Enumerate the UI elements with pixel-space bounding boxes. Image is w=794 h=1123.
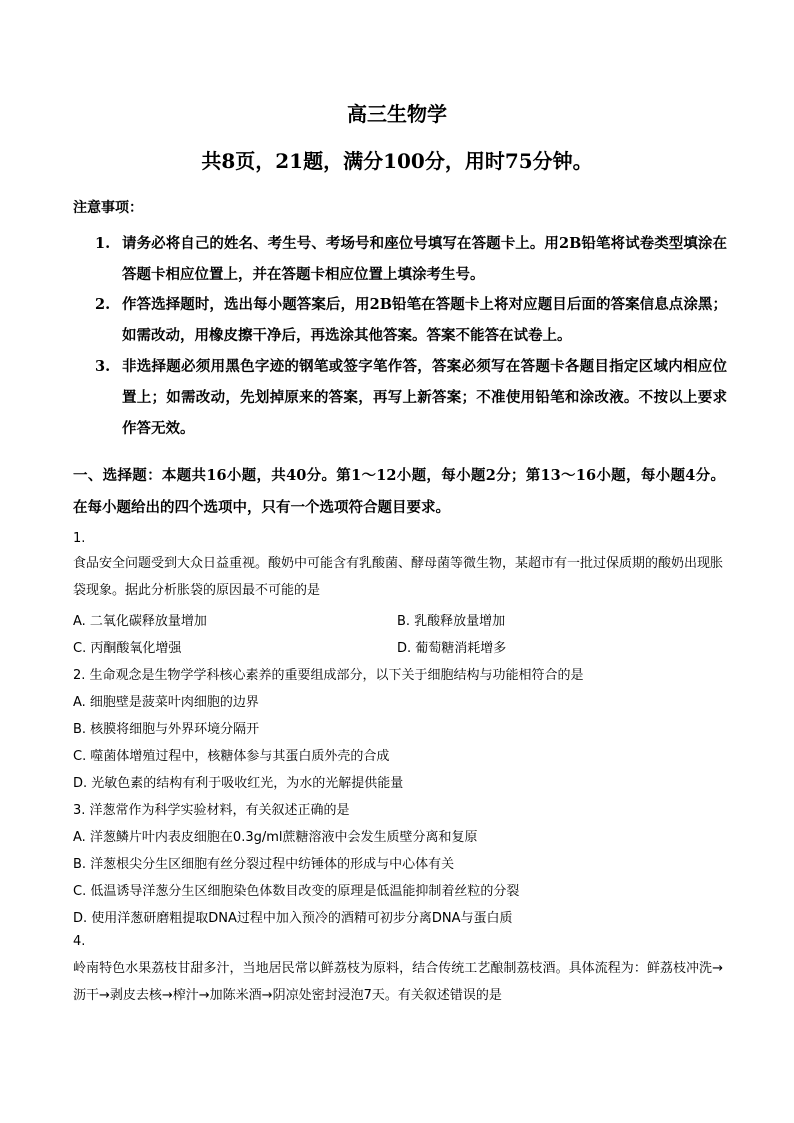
question-1-number: 1. [73, 531, 86, 546]
question-1-option-b: B. 乳酸释放量增加 [397, 614, 506, 629]
question-4-stem: 岭南特色水果荔枝甘甜多汁，当地居民常以鲜荔枝为原料，结合传统工艺酿制荔枝酒。具体流程为：鲜荔枝冲洗→沥干→剥皮去核→榨汁→加陈米酒→阴凉处密封浸泡7天。有关叙述错误的是 [73, 961, 723, 1003]
question-2-option-c: C. 噬菌体增殖过程中，核糖体参与其蛋白质外壳的合成 [73, 749, 390, 764]
question-1-option-c: C. 丙酮酸氧化增强 [73, 641, 182, 656]
question-1-option-d: D. 葡萄糖消耗增多 [397, 641, 507, 656]
question-3-option-c: C. 低温诱导洋葱分生区细胞染色体数目改变的原理是低温能抑制着丝粒的分裂 [73, 884, 520, 899]
page-subtitle: 共8页，21题，满分100分，用时75分钟。 [201, 149, 593, 173]
page-title: 高三生物学 [347, 102, 447, 126]
question-2-option-d: D. 光敏色素的结构有利于吸收红光，为水的光解提供能量 [73, 776, 404, 791]
question-2-stem: 2. 生命观念是生物学学科核心素养的重要组成部分，以下关于细胞结构与功能相符合的是 [73, 668, 584, 683]
question-2-option-b: B. 核膜将细胞与外界环境分隔开 [73, 722, 260, 737]
question-1-option-a: A. 二氧化碳释放量增加 [73, 614, 207, 629]
question-3-option-d: D. 使用洋葱研磨粗提取DNA过程中加入预冷的酒精可初步分离DNA与蛋白质 [73, 911, 513, 926]
notice-item-number: 2. [95, 296, 111, 313]
question-3-option-b: B. 洋葱根尖分生区细胞有丝分裂过程中纺锤体的形成与中心体有关 [73, 857, 455, 872]
question-4-number: 4. [73, 934, 86, 949]
notice-item [95, 351, 727, 444]
notice-item-number: 1. [95, 235, 111, 252]
section-heading: 一、选择题：本题共16小题，共40分。第1～12小题，每小题2分；第13～16小题，每小题4分。在每小题给出的四个选项中，只有一个选项符合题目要求。 [73, 467, 725, 516]
notice-heading: 注意事项： [73, 200, 143, 216]
question-2-option-a: A. 细胞壁是菠菜叶肉细胞的边界 [73, 695, 259, 710]
question-3-stem: 3. 洋葱常作为科学实验材料，有关叙述正确的是 [73, 803, 350, 818]
notice-item [95, 289, 727, 351]
question-1-stem: 食品安全问题受到大众日益重视。酸奶中可能含有乳酸菌、酵母菌等微生物，某超市有一批过保质期的酸奶出现胀袋现象。据此分析胀袋的原因最不可能的是 [73, 556, 724, 598]
notice-item-text: 非选择题必须用黑色字迹的钢笔或签字笔作答，答案必须写在答题卡各题目指定区域内相应位置上；如需改动，先划掉原来的答案，再写上新答案；不准使用铅笔和涂改液。不按以上要求作答无效。 [122, 358, 727, 437]
notice-item-text: 作答选择题时，选出每小题答案后，用2B铅笔在答题卡上将对应题目后面的答案信息点涂黑；如需改动，用橡皮擦干净后，再选涂其他答案。答案不能答在试卷上。 [122, 296, 727, 344]
question-3-option-a: A. 洋葱鳞片叶内表皮细胞在0.3g/ml蔗糖溶液中会发生质壁分离和复原 [73, 830, 478, 845]
notice-item-text: 请务必将自己的姓名、考生号、考场号和座位号填写在答题卡上。用2B铅笔将试卷类型填涂在答题卡相应位置上，并在答题卡相应位置上填涂考生号。 [122, 235, 727, 283]
notice-item [95, 228, 727, 290]
notice-item-number: 3. [95, 358, 111, 375]
